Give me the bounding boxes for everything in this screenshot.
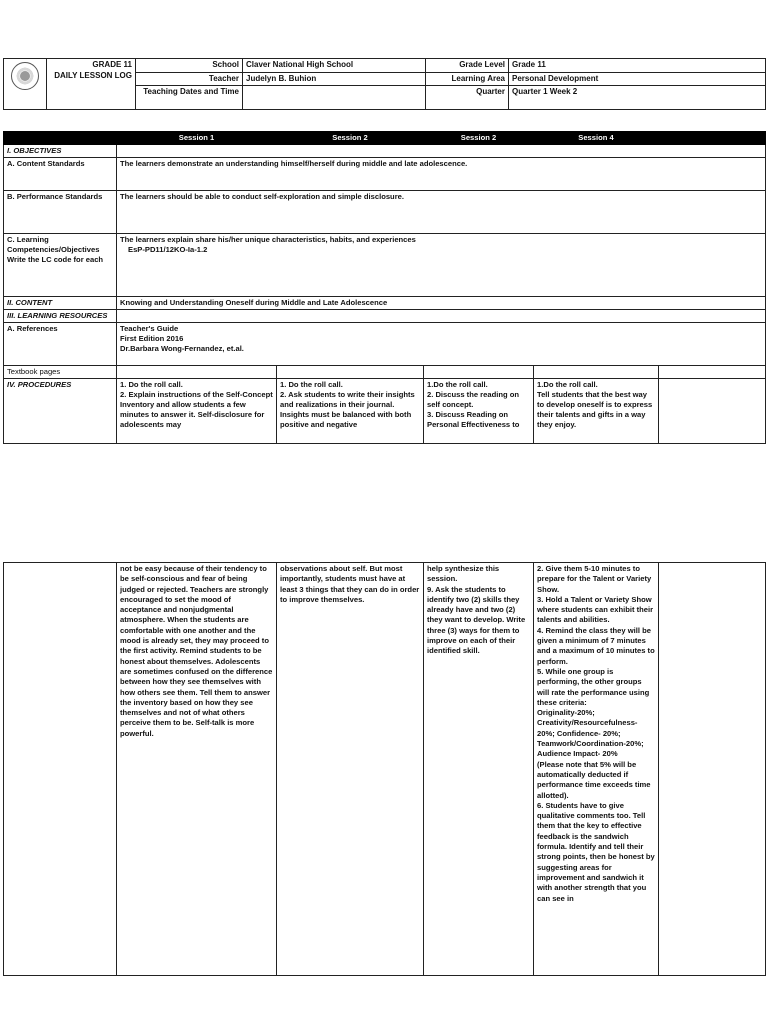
textbook-s4: [534, 366, 659, 379]
quarter-label: Quarter: [426, 86, 509, 110]
session-2-header: Session 2: [277, 132, 424, 145]
references-line2: First Edition 2016: [120, 334, 184, 343]
procedure-session-1: 1. Do the roll call. 2. Explain instructions of the Self-Concept Inventory and allow students a few minutes to answer it. Self-disclosure for adolescents may: [117, 379, 277, 444]
references-line1: Teacher's Guide: [120, 324, 179, 333]
competencies-cell: [117, 234, 766, 297]
dates-value: [243, 86, 426, 110]
grade-level-value: Grade 11: [509, 59, 766, 73]
school-label: School: [136, 59, 243, 73]
school-value: Claver National High School: [243, 59, 426, 73]
textbook-s1: [117, 366, 277, 379]
content-text: Knowing and Understanding Oneself during Middle and Late Adolescence: [117, 297, 766, 310]
textbook-label: Textbook pages: [4, 366, 117, 379]
resources-blank: [117, 310, 766, 323]
procedure-session-3: 1.Do the roll call. 2. Discuss the reading on self concept. 3. Discuss Reading on Personal Effectiveness to: [424, 379, 534, 444]
teacher-label: Teacher: [136, 72, 243, 86]
session-header-blank: [4, 132, 117, 145]
cont-label-blank: [4, 563, 117, 976]
procedures-continuation-table: [3, 562, 766, 976]
header-table: [3, 58, 766, 110]
grade-level-label: Grade Level: [426, 59, 509, 73]
session-3-header: Session 2: [424, 132, 534, 145]
procedure-session-1-cont: not be easy because of their tendency to be self-conscious and fear of being judged or rejected. Teachers are strongly encouraged to set the mood of acceptance and nonjudgmental atmosphere. When the students are comfortable with one another and the mood is already set, they may proceed to the first activity. Remind students to be honest about themselves. Adolescents are sometimes confused on the difference between how they see themselves with how others see them. Tell them to answer the inventory based on how they see themselves and not of what others perceive them to be. Self-talk is more powerful.: [117, 563, 277, 976]
procedures-label: IV. PROCEDURES: [4, 379, 117, 444]
competencies-code: EsP-PD11/12KO-Ia-1.2: [128, 245, 208, 254]
session-1-header: Session 1: [117, 132, 277, 145]
textbook-s3: [424, 366, 534, 379]
references-label: A. References: [4, 323, 117, 366]
procedure-session-4-cont: 2. Give them 5-10 minutes to prepare for the Talent or Variety Show. 3. Hold a Talent or Variety Show where students can exhibit their talents and abilities. 4. Remind the class they will be given a minimum of 7 minutes and a maximum of 10 minutes to perform. 5. While one group is performing, the other groups will rate the performance using these criteria: Originality-20%; Creativity/Resourcefulness-20%; Confidence- 20%; Teamwork/Coordination-20%; Audience Impact- 20% (Please note that 5% will be automatically deducted if performance time exceeds time allotted). 6. Students have to give qualitative comments too. Tell them that the key to effective feedback is the sandwich formula. Identify and tell their strong points, then be honest by suggesting areas for improvement and sandwich it with another strength that you can see in: [534, 563, 659, 976]
title-cell: [47, 59, 136, 110]
procedure-session-2: 1. Do the roll call. 2. Ask students to write their insights and realizations in their journal. Insights must be balanced with both positive and negative: [277, 379, 424, 444]
session-header-blank-end: [659, 132, 766, 145]
log-title: DAILY LESSON LOG: [54, 70, 132, 80]
cont-end-blank: [659, 563, 766, 976]
references-cell: [117, 323, 766, 366]
dates-label: Teaching Dates and Time: [136, 86, 243, 110]
content-label: II. CONTENT: [4, 297, 117, 310]
objectives-label: I. OBJECTIVES: [4, 145, 117, 158]
lesson-log-table: [3, 131, 766, 444]
textbook-end: [659, 366, 766, 379]
procedure-session-3-cont: help synthesize this session. 9. Ask the students to identify two (2) skills they already have and two (2) they want to develop. Write three (3) ways for them to improve on each of their identified skill.: [424, 563, 534, 976]
teacher-value: Judelyn B. Buhion: [243, 72, 426, 86]
learning-area-label: Learning Area: [426, 72, 509, 86]
content-standards-text: The learners demonstrate an understanding himself/herself during middle and late adolescence.: [117, 158, 766, 191]
references-line3: Dr.Barbara Wong-Fernandez, et.al.: [120, 344, 244, 353]
resources-label: III. LEARNING RESOURCES: [4, 310, 117, 323]
session-4-header: Session 4: [534, 132, 659, 145]
learning-area-value: Personal Development: [509, 72, 766, 86]
session-header-row: [4, 132, 766, 145]
performance-standards-label: B. Performance Standards: [4, 191, 117, 234]
textbook-s2: [277, 366, 424, 379]
deped-seal-cell: [4, 59, 47, 110]
procedure-session-4: 1.Do the roll call. Tell students that the best way to develop oneself is to express their talents and gifts in a way they enjoy.: [534, 379, 659, 444]
procedure-end: [659, 379, 766, 444]
grade-title: GRADE 11: [92, 60, 132, 69]
objectives-blank: [117, 145, 766, 158]
deped-seal-icon: [11, 62, 39, 90]
performance-standards-text: The learners should be able to conduct self-exploration and simple disclosure.: [117, 191, 766, 234]
competencies-label: C. Learning Competencies/Objectives Write the LC code for each: [4, 234, 117, 297]
quarter-value: Quarter 1 Week 2: [509, 86, 766, 110]
competencies-text: The learners explain share his/her unique characteristics, habits, and experiences: [120, 235, 416, 244]
content-standards-label: A. Content Standards: [4, 158, 117, 191]
procedure-session-2-cont: observations about self. But most importantly, students must have at least 3 things that they can do in order to improve themselves.: [277, 563, 424, 976]
